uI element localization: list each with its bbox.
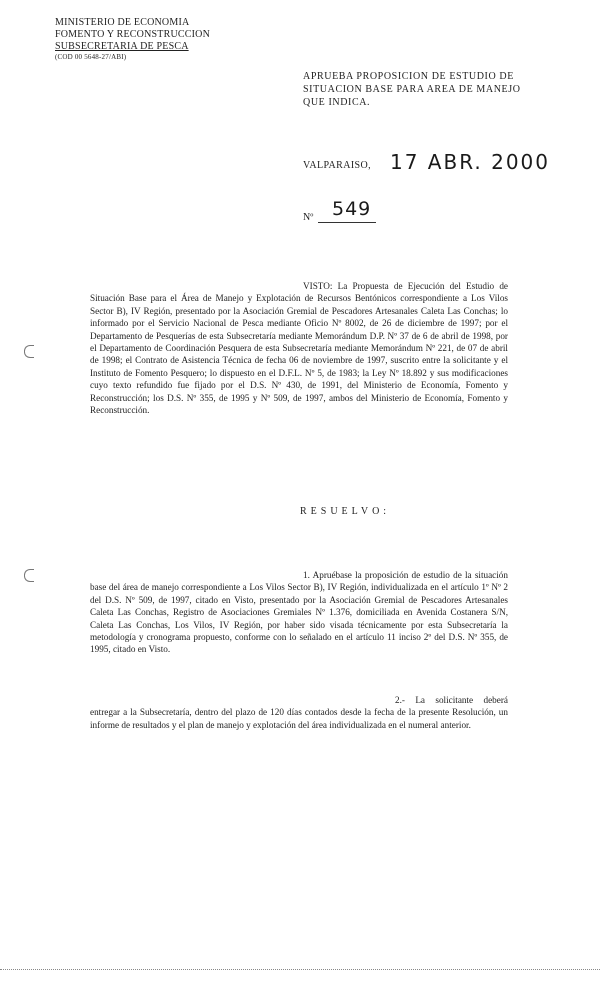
page-bottom-edge: [0, 969, 600, 970]
ministry-header: [55, 17, 210, 62]
resolution-point-2: 2.- La solicitante deberá entregar a la Subsecretaría, dentro del plazo de 120 días contados desde la fecha de la presente Resolución, un informe de resultados y el plan de manejo y explotación del área individualizada en el numeral anterior.: [90, 695, 508, 730]
visto-paragraph: VISTO: La Propuesta de Ejecución del Estudio de Situación Base para el Área de Manejo y Explotación de Recursos Bentónicos correspondiente a Los Vilos Sector B), IV Región, presentado por la Asociación Gremial de Pescadores Artesanales Caleta Las Conchas; lo informado por el Servicio Nacional de Pesca mediante Oficio Nº 8002, de 26 de diciembre de 1997; por el Departamento de Pesquerías de esta Subsecretaría mediante Memorándum D.P. Nº 37 de 6 de abril de 1998, por el Departamento de Coordinación Pesquera de esta Subsecretaría mediante Memorándum Nº 221, de 07 de abril de 1998; el Contrato de Asistencia Técnica de fecha 06 de noviembre de 1997, suscrito entre la solicitante y el Instituto de Fomento Pesquero; lo dispuesto en el D.F.L. Nº 5, de 1983; la Ley Nº 18.892 y sus modificaciones cuyo texto refundido fue fijado por el D.S. Nº 430, de 1991, del Ministerio de Economía, Fomento y Reconstrucción; los D.S. Nº 355, de 1995 y Nº 509, de 1997, ambos del Ministerio de Economía, Fomento y Reconstrucción.: [90, 281, 508, 416]
date-stamp: 17 ABR. 2000: [390, 150, 551, 174]
number-label: Nº: [303, 212, 314, 223]
resolution-number: 549: [332, 198, 372, 220]
ministry-name: MINISTERIO DE ECONOMIA: [55, 17, 190, 28]
resolution-title: APRUEBA PROPOSICION DE ESTUDIO DE SITUACION BASE PARA AREA DE MANEJO QUE INDICA.: [303, 71, 521, 108]
punch-hole-mark: [24, 345, 34, 358]
document-code: (COD 00 5648-27/ABI): [55, 53, 127, 61]
punch-hole-mark: [24, 569, 34, 582]
resuelvo-heading: RESUELVO:: [300, 506, 391, 517]
place-label: VALPARAISO,: [303, 160, 372, 171]
subsecretaria-name: SUBSECRETARIA DE PESCA: [55, 41, 189, 52]
number-underline: [318, 222, 376, 223]
ministry-division: FOMENTO Y RECONSTRUCCION: [55, 29, 211, 40]
resolution-point-1: 1. Apruébase la proposición de estudio de la situación base del área de manejo correspondiente a Los Vilos Sector B), IV Región, individualizada en el artículo 1º Nº 2 del D.S. Nº 509, de 1997, citado en Visto, presentado por la Asociación Gremial de Pescadores Artesanales Caleta Las Conchas, Registro de Asociaciones Gremiales Nº 1.376, domiciliada en Avenida Costanera S/N, Caleta Las Conchas, Los Vilos, IV Región, por haber sido visada técnicamente por esta Subsecretaría la metodología y cronograma propuesto, conforme con lo señalado en el artículo 11 inciso 2º del D.S. Nº 355, de 1995, citado en Visto.: [90, 570, 508, 655]
